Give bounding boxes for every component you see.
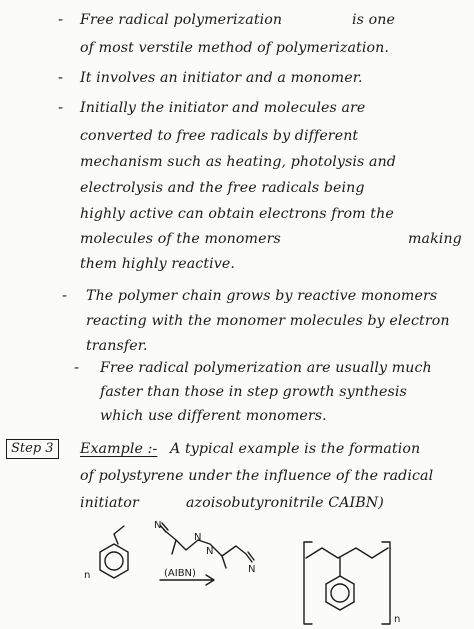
- bullet-dash: -: [62, 286, 68, 304]
- bullet-dash: -: [74, 358, 80, 376]
- note-line-12: reacting with the monomer molecules by electron: [86, 313, 450, 329]
- note-line-9b: making: [408, 231, 462, 247]
- styrene-benzene-ring: [100, 544, 128, 578]
- bullet-dash: -: [58, 10, 64, 28]
- vinyl-group-bonds: [114, 526, 124, 544]
- note-line-16: which use different monomers.: [100, 408, 327, 424]
- bullet-dash: -: [58, 98, 64, 116]
- polystyrene-backbone: [306, 548, 388, 558]
- note-line-4: Initially the initiator and molecules are: [80, 100, 366, 116]
- bullet-dash: -: [58, 68, 64, 86]
- note-line-5: converted to free radicals by different: [80, 128, 359, 144]
- arrow-label: (AIBN): [164, 568, 196, 579]
- polystyrene-benzene-ring: [326, 576, 354, 610]
- nitrogen-label: N: [154, 520, 162, 531]
- note-line-13: transfer.: [86, 338, 148, 354]
- note-line-14: Free radical polymerization are usually much: [100, 360, 432, 376]
- step-label-box: Step 3: [6, 439, 59, 459]
- n-right-label: n: [394, 614, 401, 625]
- reaction-scheme: [0, 520, 474, 629]
- n-left-label: n: [84, 570, 91, 581]
- example-line-3b: azoisobutyronitrile CAIBN): [186, 495, 384, 511]
- note-line-6: mechanism such as heating, photolysis and: [80, 154, 396, 170]
- note-line-11: The polymer chain grows by reactive monomers: [86, 288, 438, 304]
- note-line-8: highly active can obtain electrons from the: [80, 206, 394, 222]
- bracket-right: [382, 542, 390, 624]
- aibn-skeleton: [164, 530, 246, 556]
- example-label: Example :-: [80, 441, 158, 457]
- example-line-2: of polystyrene under the influence of the radical: [80, 468, 434, 484]
- note-line-2: of most verstile method of polymerization.: [80, 40, 389, 56]
- polystyrene-aromatic-circle: [331, 584, 349, 602]
- note-line-10: them highly reactive.: [80, 256, 235, 272]
- note-line-1a: Free radical polymerization: [80, 12, 283, 28]
- note-line-9a: molecules of the monomers: [80, 231, 281, 247]
- note-line-15: faster than those in step growth synthesis: [100, 384, 407, 400]
- example-line-1: A typical example is the formation: [170, 441, 421, 457]
- nitrogen-label: N: [206, 546, 214, 557]
- note-line-7: electrolysis and the free radicals being: [80, 180, 365, 196]
- nitrogen-label: N: [194, 532, 202, 543]
- styrene-aromatic-circle: [105, 552, 123, 570]
- nitrogen-label: N: [248, 564, 256, 575]
- example-line-3a: initiator: [80, 495, 139, 511]
- note-line-3: It involves an initiator and a monomer.: [80, 70, 363, 86]
- aibn-nitrile-right: [246, 552, 254, 562]
- note-line-1b: is one: [352, 12, 396, 28]
